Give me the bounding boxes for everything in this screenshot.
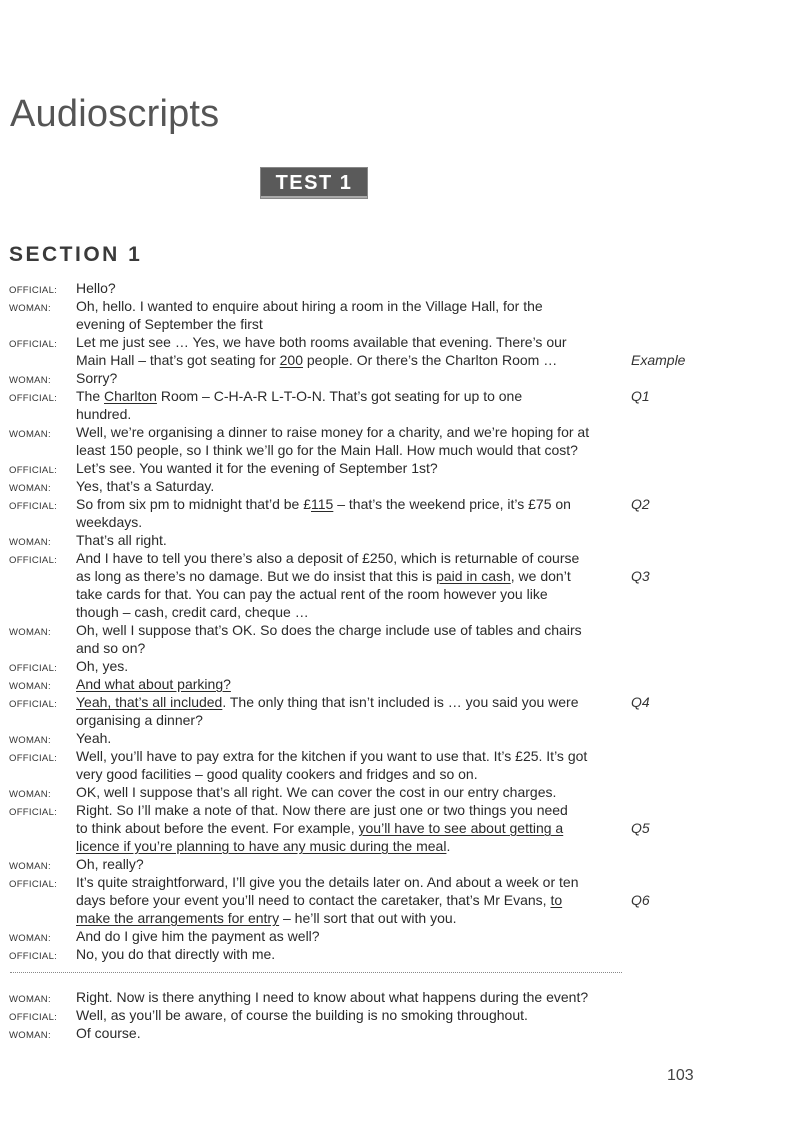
underlined-answer: Yeah, that’s all included (76, 694, 223, 710)
line-text: Oh, well I suppose that’s OK. So does the charge include use of tables and chairs (76, 622, 582, 638)
dialogue-line (0, 513, 800, 531)
dialogue-turn (0, 333, 800, 369)
speaker-label: OFFICIAL: (9, 555, 58, 566)
speaker-label: WOMAN: (9, 735, 51, 746)
dialogue-turn (0, 927, 800, 945)
underlined-answer: 115 (311, 496, 334, 512)
line-text: Well, as you’ll be aware, of course the building is no smoking throughout. (76, 1007, 528, 1023)
dialogue-turn (0, 729, 800, 747)
dialogue-line (0, 459, 800, 477)
question-marker: Q6 (631, 892, 650, 908)
line-text: licence if you’re planning to have any music during the meal. (76, 838, 451, 854)
dialogue-turn (0, 945, 800, 963)
dialogue-turn (0, 477, 800, 495)
speaker-label: WOMAN: (9, 483, 51, 494)
speaker-label: OFFICIAL: (9, 663, 58, 674)
dialogue-turn (0, 495, 800, 531)
line-text: Oh, really? (76, 856, 144, 872)
dialogue-line (0, 621, 800, 639)
underlined-answer: 200 (279, 352, 303, 368)
line-text: Of course. (76, 1025, 141, 1041)
line-text: Let’s see. You wanted it for the evening of September 1st? (76, 460, 438, 476)
dialogue-line (0, 351, 800, 369)
line-text: Right. Now is there anything I need to know about what happens during the event? (76, 989, 589, 1005)
dialogue-turn (0, 621, 800, 657)
speaker-label: WOMAN: (9, 933, 51, 944)
speaker-label: OFFICIAL: (9, 465, 58, 476)
dialogue-part-2 (0, 988, 800, 1042)
dialogue-turn (0, 801, 800, 855)
dialogue-line (0, 531, 800, 549)
section-heading: SECTION 1 (9, 243, 143, 266)
dialogue-line (0, 873, 800, 891)
dialogue-line (0, 315, 800, 333)
dialogue-turn (0, 459, 800, 477)
underlined-answer: make the arrangements for entry (76, 910, 280, 926)
audioscript (0, 279, 800, 1042)
dialogue-line (0, 711, 800, 729)
speaker-label: WOMAN: (9, 375, 51, 386)
dialogue-line (0, 801, 800, 819)
question-marker: Q5 (631, 820, 650, 836)
line-text: make the arrangements for entry – he’ll sort that out with you. (76, 910, 457, 926)
speaker-label: WOMAN: (9, 303, 51, 314)
line-text: to think about before the event. For example, you’ll have to see about getting a (76, 820, 564, 836)
dialogue-turn (0, 873, 800, 927)
line-text: though – cash, credit card, cheque … (76, 604, 309, 620)
underlined-answer: licence if you’re planning to have any music during the meal (76, 838, 447, 854)
dialogue-turn (0, 675, 800, 693)
speaker-label: OFFICIAL: (9, 879, 58, 890)
line-text: organising a dinner? (76, 712, 203, 728)
dialogue-line (0, 657, 800, 675)
dialogue-turn (0, 369, 800, 387)
speaker-label: OFFICIAL: (9, 1012, 58, 1023)
dialogue-line (0, 567, 800, 585)
dialogue-part-1 (0, 279, 800, 963)
line-text: Let me just see … Yes, we have both rooms available that evening. There’s our (76, 334, 567, 350)
line-text: hundred. (76, 406, 132, 422)
dialogue-line (0, 477, 800, 495)
speaker-label: OFFICIAL: (9, 699, 58, 710)
dialogue-line (0, 945, 800, 963)
dialogue-line (0, 675, 800, 693)
dialogue-line (0, 988, 800, 1006)
dialogue-turn (0, 549, 800, 621)
page-title: Audioscripts (10, 93, 220, 135)
line-text: The Charlton Room – C-H-A-R L-T-O-N. That’s got seating for up to one (76, 388, 523, 404)
question-marker: Q4 (631, 694, 650, 710)
underlined-answer: to (550, 892, 563, 908)
dialogue-line (0, 1006, 800, 1024)
speaker-label: WOMAN: (9, 789, 51, 800)
line-text: and so on? (76, 640, 146, 656)
dialogue-line (0, 279, 800, 297)
line-text: And do I give him the payment as well? (76, 928, 320, 944)
dialogue-line (0, 297, 800, 315)
question-marker: Q2 (631, 496, 650, 512)
speaker-label: WOMAN: (9, 429, 51, 440)
question-marker: Q3 (631, 568, 650, 584)
dialogue-turn (0, 988, 800, 1006)
line-text: Oh, yes. (76, 658, 129, 674)
line-text (76, 675, 231, 693)
speaker-label: WOMAN: (9, 627, 51, 638)
dialogue-line (0, 405, 800, 423)
underlined-answer: you’ll have to see about getting a (358, 820, 564, 836)
line-text: Yes, that’s a Saturday. (76, 478, 215, 494)
line-text: least 150 people, so I think we’ll go for the Main Hall. How much would that cost? (76, 442, 578, 458)
dialogue-line (0, 495, 800, 513)
line-text: That’s all right. (76, 532, 167, 548)
line-text: So from six pm to midnight that’d be £115 – that’s the weekend price, it’s £75 on (76, 496, 571, 512)
line-text: Main Hall – that’s got seating for 200 people. Or there’s the Charlton Room … (76, 352, 558, 368)
dialogue-line (0, 1024, 800, 1042)
line-text: weekdays. (76, 514, 143, 530)
dialogue-line (0, 855, 800, 873)
speaker-label: OFFICIAL: (9, 339, 58, 350)
line-text: take cards for that. You can pay the actual rent of the room however you like (76, 586, 548, 602)
line-text: Yeah, that’s all included. The only thing that isn’t included is … you said you were (76, 694, 579, 710)
speaker-label: OFFICIAL: (9, 285, 58, 296)
dialogue-turn (0, 423, 800, 459)
dialogue-turn (0, 387, 800, 423)
speaker-label: OFFICIAL: (9, 753, 58, 764)
dialogue-line (0, 441, 800, 459)
dialogue-line (0, 333, 800, 351)
dialogue-line (0, 585, 800, 603)
speaker-label: WOMAN: (9, 537, 51, 548)
line-text: And I have to tell you there’s also a deposit of £250, which is returnable of course (76, 550, 580, 566)
underlined-answer: Charlton (104, 388, 157, 404)
line-text: evening of September the first (76, 316, 263, 332)
line-text: days before your event you’ll need to contact the caretaker, that’s Mr Evans, to (76, 892, 563, 908)
dialogue-turn (0, 855, 800, 873)
dialogue-turn (0, 747, 800, 783)
line-text: Well, we’re organising a dinner to raise money for a charity, and we’re hoping for at (76, 424, 590, 440)
dialogue-line (0, 603, 800, 621)
speaker-label: OFFICIAL: (9, 393, 58, 404)
dialogue-line (0, 387, 800, 405)
dialogue-turn (0, 297, 800, 333)
dialogue-line (0, 819, 800, 837)
line-text: OK, well I suppose that’s all right. We can cover the cost in our entry charges. (76, 784, 557, 800)
test-badge: TEST 1 (260, 167, 368, 199)
dialogue-line (0, 891, 800, 909)
speaker-label: WOMAN: (9, 861, 51, 872)
page-number: 103 (667, 1067, 694, 1084)
line-text: as long as there’s no damage. But we do insist that this is paid in cash, we don’t (76, 568, 571, 584)
dialogue-line (0, 369, 800, 387)
underlined-answer: paid in cash (436, 568, 511, 584)
line-text: No, you do that directly with me. (76, 946, 276, 962)
question-marker: Example (631, 352, 686, 368)
dialogue-line (0, 549, 800, 567)
dialogue-turn (0, 531, 800, 549)
dialogue-turn (0, 783, 800, 801)
dialogue-line (0, 837, 800, 855)
line-text: It’s quite straightforward, I’ll give you the details later on. And about a week or ten (76, 874, 579, 890)
dialogue-line (0, 747, 800, 765)
line-text: Well, you’ll have to pay extra for the kitchen if you want to use that. It’s £25. It’s got (76, 748, 588, 764)
dialogue-line (0, 639, 800, 657)
dialogue-line (0, 783, 800, 801)
dialogue-turn (0, 1024, 800, 1042)
dialogue-turn (0, 279, 800, 297)
dialogue-turn (0, 1006, 800, 1024)
dialogue-turn (0, 657, 800, 675)
dialogue-line (0, 765, 800, 783)
speaker-label: OFFICIAL: (9, 951, 58, 962)
speaker-label: WOMAN: (9, 1030, 51, 1041)
dialogue-turn (0, 693, 800, 729)
line-text: Oh, hello. I wanted to enquire about hiring a room in the Village Hall, for the (76, 298, 543, 314)
line-text: Hello? (76, 280, 116, 296)
dialogue-line (0, 693, 800, 711)
line-text: Right. So I’ll make a note of that. Now there are just one or two things you need (76, 802, 568, 818)
dialogue-line (0, 927, 800, 945)
line-text: very good facilities – good quality cookers and fridges and so on. (76, 766, 478, 782)
underlined-answer: And what about parking? (76, 676, 231, 692)
line-text: Sorry? (76, 370, 118, 386)
speaker-label: WOMAN: (9, 681, 51, 692)
question-marker: Q1 (631, 388, 650, 404)
speaker-label: OFFICIAL: (9, 501, 58, 512)
dialogue-line (0, 423, 800, 441)
line-text: Yeah. (76, 730, 112, 746)
speaker-label: OFFICIAL: (9, 807, 58, 818)
dialogue-line (0, 729, 800, 747)
dialogue-line (0, 909, 800, 927)
speaker-label: WOMAN: (9, 994, 51, 1005)
